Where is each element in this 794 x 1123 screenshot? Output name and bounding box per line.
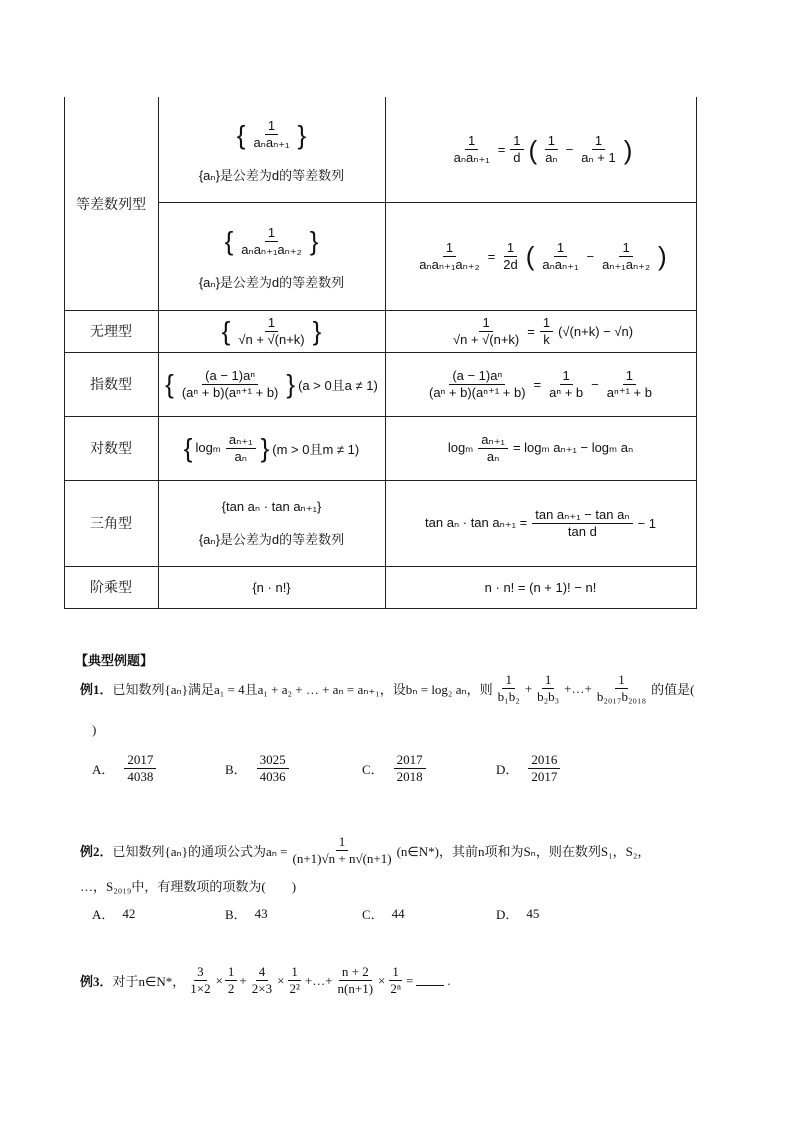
math-text: (a − 1)aⁿ — [202, 368, 258, 385]
type-label: 对数型 — [90, 441, 132, 457]
question-text: 对于n∈N*， — [112, 974, 186, 989]
math-text: tan aₙ · tan aₙ₊₁ = — [425, 515, 528, 530]
math-text: aₙaₙ₊₁aₙ₊₂ — [241, 241, 302, 257]
math-text: b₂₀₁₇b₂₀₁₈ — [596, 689, 647, 704]
formula-cell — [385, 480, 696, 566]
formula-cell — [385, 352, 696, 416]
math-text: 1 — [615, 672, 628, 689]
math-text: 1 — [265, 118, 278, 135]
option-b[interactable] — [225, 904, 268, 923]
fraction — [394, 752, 426, 785]
math-text: (√(n+k) − √n) — [558, 323, 634, 339]
sequence-formula — [225, 225, 319, 258]
split-formula — [425, 507, 656, 540]
example-label: 例1． — [80, 682, 113, 697]
bracket: ) — [623, 134, 633, 165]
math-text: aₙaₙ₊₁ — [253, 135, 290, 150]
fraction — [510, 133, 523, 166]
math-text: aₙ₊₁ — [226, 432, 256, 449]
example-1 — [80, 672, 694, 705]
math-text: aₙ₊₁ — [478, 432, 508, 449]
split-formula — [449, 133, 633, 166]
math-text: 1 — [542, 672, 555, 689]
math-text: × — [277, 972, 285, 988]
fraction — [416, 240, 482, 273]
fraction — [187, 964, 213, 997]
fraction — [542, 133, 560, 166]
math-text: 2d — [503, 256, 518, 272]
math-text: aₙ₊₁aₙ₊₂ — [602, 256, 651, 272]
fraction — [495, 672, 523, 705]
math-text: 2×3 — [251, 981, 273, 996]
math-text: d — [513, 150, 521, 165]
bracket: { — [221, 316, 231, 346]
fraction — [478, 432, 508, 465]
math-text: 2 — [227, 981, 235, 996]
bracket: } — [286, 369, 296, 399]
table-border-bottom — [64, 608, 697, 609]
fraction — [387, 964, 404, 997]
example-2 — [80, 834, 650, 867]
bracket: } — [309, 226, 319, 256]
question-text: 已知数列{aₙ}的通项公式为aₙ = — [112, 844, 288, 859]
math-text: 1 — [389, 964, 402, 981]
formula-cell — [385, 202, 696, 310]
example-3 — [80, 964, 451, 997]
math-text: 45 — [526, 905, 540, 921]
math-text: 1 — [540, 315, 553, 332]
formula-cell — [385, 310, 696, 352]
math-text: 2ⁿ — [390, 981, 401, 996]
math-text: √n + √(n+k) — [238, 331, 305, 347]
bracket: ( — [525, 241, 535, 271]
math-text: 4038 — [127, 769, 154, 784]
fraction — [534, 672, 562, 705]
math-text: k — [543, 331, 550, 347]
formula-cell — [385, 97, 696, 202]
math-text: 2² — [289, 981, 300, 996]
fraction — [599, 240, 653, 273]
math-text: tan aₙ₊₁ − tan aₙ — [532, 507, 632, 524]
sequence-cell — [158, 310, 385, 352]
math-text: − — [586, 248, 595, 264]
fraction — [250, 118, 292, 151]
math-text: 1 — [510, 133, 523, 150]
section-heading: 【典型例题】 — [75, 653, 154, 668]
split-formula — [414, 240, 666, 273]
split-formula — [448, 315, 633, 348]
math-text: . — [447, 972, 451, 988]
formula-cell — [385, 566, 696, 608]
math-text: 2017 — [124, 752, 156, 769]
bracket: ) — [658, 241, 667, 271]
type-label: 指数型 — [90, 377, 132, 393]
math-text: C． — [362, 762, 384, 777]
bracket: { — [236, 119, 246, 150]
example-1-close: ) — [92, 722, 97, 737]
math-text: (n+1)√n + n√(n+1) — [292, 851, 392, 866]
math-text: aⁿ⁺¹ + b — [606, 384, 652, 400]
math-text: 2017 — [394, 752, 426, 769]
math-text: = — [497, 142, 506, 157]
math-text: (m > 0且m ≠ 1) — [272, 441, 360, 457]
math-text: logₘ — [447, 440, 474, 455]
fraction — [450, 315, 522, 348]
math-text: 3 — [194, 964, 207, 981]
math-text: 42 — [122, 905, 136, 921]
math-text: 1 — [623, 368, 636, 385]
math-text: aₙ — [486, 448, 500, 464]
option-a[interactable] — [92, 904, 135, 923]
math-text: 1 — [465, 133, 478, 150]
split-formula: n · n! = (n + 1)! − n! — [484, 579, 597, 595]
math-text: 1 — [545, 133, 558, 150]
math-text: aₙ + 1 — [581, 150, 616, 165]
sequence-formula: {tan aₙ · tan aₙ₊₁} — [221, 498, 322, 514]
fraction — [539, 240, 581, 273]
fraction — [179, 368, 282, 401]
type-label: 无理型 — [90, 324, 132, 340]
formula-cell — [385, 416, 696, 480]
math-text: = — [405, 972, 414, 988]
option-a[interactable] — [92, 752, 158, 785]
sequence-cell — [158, 416, 385, 480]
math-text: = — [533, 376, 542, 392]
math-text: (a − 1)aⁿ — [449, 368, 505, 385]
sequence-formula — [222, 315, 322, 348]
fraction — [451, 133, 493, 166]
fraction — [500, 240, 520, 273]
sequence-formula — [165, 368, 378, 401]
math-text: +…+ — [564, 680, 592, 696]
math-text: 1 — [288, 964, 301, 981]
math-text: aₙaₙ₊₁ — [542, 256, 579, 272]
fraction — [604, 368, 655, 401]
math-text: aₙaₙ₊₁aₙ₊₂ — [419, 256, 480, 272]
example-2-line2: …，S₂₀₁₉中，有理数项的项数为( ) — [80, 879, 297, 894]
math-text: aⁿ + b — [549, 384, 584, 400]
math-text: A． — [92, 762, 115, 777]
math-text: aₙ — [234, 448, 247, 464]
math-text: 2017 — [531, 769, 558, 784]
sequence-formula — [184, 432, 359, 465]
math-text: − — [591, 376, 599, 392]
math-text: tan d — [567, 523, 597, 539]
math-text: 43 — [254, 905, 268, 921]
math-text: = — [487, 248, 496, 264]
type-label: 阶乘型 — [90, 580, 132, 596]
fraction — [225, 964, 238, 997]
type-label: 三角型 — [90, 516, 132, 532]
math-text: (aⁿ + b)(aⁿ⁺¹ + b) — [429, 384, 526, 400]
math-text: + — [239, 972, 247, 988]
sequence-formula: {n · n!} — [252, 579, 291, 595]
math-text: n + 2 — [339, 964, 372, 981]
bracket: } — [260, 433, 270, 463]
sequence-cell — [158, 205, 385, 310]
fraction — [578, 133, 618, 166]
sequence-cell — [158, 100, 385, 202]
fraction — [226, 432, 256, 465]
math-text: 1 — [443, 240, 456, 257]
type-label: 等差数列型 — [76, 196, 146, 213]
bracket: } — [297, 119, 307, 150]
option-c[interactable] — [362, 752, 428, 785]
split-formula — [448, 432, 633, 465]
condition: {aₙ}是公差为d的等差数列 — [198, 168, 345, 183]
math-text: 1 — [225, 964, 238, 981]
math-text: 44 — [391, 905, 405, 921]
split-formula — [424, 368, 657, 401]
math-text: 1 — [504, 240, 517, 257]
math-text: 1 — [554, 240, 567, 257]
sequence-cell — [158, 566, 385, 608]
math-text: +…+ — [304, 972, 333, 988]
math-text: 1 — [560, 368, 573, 385]
math-text: √n + √(n+k) — [452, 331, 520, 347]
fraction — [124, 752, 156, 785]
math-text: C． — [362, 907, 384, 922]
math-text: n(n+1) — [337, 981, 374, 996]
bracket: ( — [528, 134, 538, 165]
math-text: 3025 — [257, 752, 289, 769]
fraction — [289, 834, 394, 867]
fraction — [286, 964, 302, 997]
math-text: D． — [496, 907, 519, 922]
math-text: logₘ — [195, 440, 221, 455]
math-text: aₙaₙ₊₁ — [453, 150, 490, 165]
math-text: × — [215, 972, 223, 988]
fraction — [426, 368, 529, 401]
example-label: 例2． — [80, 844, 113, 859]
sequence-cell — [158, 352, 385, 416]
fraction — [249, 964, 275, 997]
math-text: (a > 0且a ≠ 1) — [298, 377, 378, 393]
math-text: = — [527, 323, 535, 339]
bracket: { — [183, 433, 193, 463]
fraction — [540, 315, 553, 348]
sequence-formula — [237, 118, 306, 151]
fraction — [594, 672, 649, 705]
math-text: 2016 — [528, 752, 560, 769]
math-text: 4 — [256, 964, 269, 981]
math-text: 1 — [336, 834, 349, 851]
math-text: 1 — [479, 315, 492, 332]
bracket: { — [224, 226, 234, 256]
fraction — [528, 752, 560, 785]
math-text: (aⁿ + b)(aⁿ⁺¹ + b) — [181, 384, 279, 400]
math-text: − — [565, 142, 574, 157]
example-label: 例3． — [80, 974, 113, 989]
math-text: D． — [496, 762, 519, 777]
math-text: b₁b₂ — [497, 689, 520, 704]
bracket: { — [165, 369, 174, 399]
math-text: 1 — [265, 315, 278, 332]
math-text: − 1 — [637, 515, 656, 531]
math-text: aₙ — [545, 150, 558, 165]
question-text: 已知数列{aₙ}满足a₁ = 4且a₁ + a₂ + … + aₙ = aₙ₊₁，设bₙ = log₂ aₙ，则 — [112, 682, 493, 697]
fraction — [235, 315, 307, 348]
sequence-cell — [158, 480, 385, 566]
fraction — [532, 507, 632, 540]
fraction — [257, 752, 289, 785]
answer-blank[interactable] — [416, 975, 444, 986]
math-text: 1 — [502, 672, 515, 689]
condition: {aₙ}是公差为d的等差数列 — [198, 274, 345, 290]
condition: {aₙ}是公差为d的等差数列 — [198, 531, 345, 547]
math-text: = logₘ aₙ₊₁ − logₘ aₙ — [512, 440, 634, 455]
math-text: 1×2 — [190, 981, 211, 996]
fraction — [546, 368, 586, 401]
math-text: 的值是( — [651, 682, 695, 697]
math-text: + — [524, 680, 533, 696]
option-d[interactable] — [496, 904, 539, 923]
option-b[interactable] — [225, 752, 291, 785]
option-c[interactable] — [362, 904, 405, 923]
math-text: B． — [225, 762, 247, 777]
math-text: (n∈N*)，其前n项和为Sₙ，则在数列S₁，S₂， — [396, 844, 651, 859]
math-text: 1 — [592, 133, 605, 150]
math-text: 2018 — [396, 769, 423, 784]
option-d[interactable] — [496, 752, 562, 785]
math-text: × — [378, 972, 386, 988]
fraction — [335, 964, 377, 997]
math-text: A． — [92, 907, 115, 922]
math-text: 1 — [265, 225, 278, 242]
math-text: 1 — [619, 240, 632, 257]
math-text: b₂b₃ — [537, 689, 560, 704]
bracket: } — [312, 316, 322, 346]
math-text: 4036 — [259, 769, 286, 784]
fraction — [238, 225, 304, 258]
math-text: B． — [225, 907, 247, 922]
